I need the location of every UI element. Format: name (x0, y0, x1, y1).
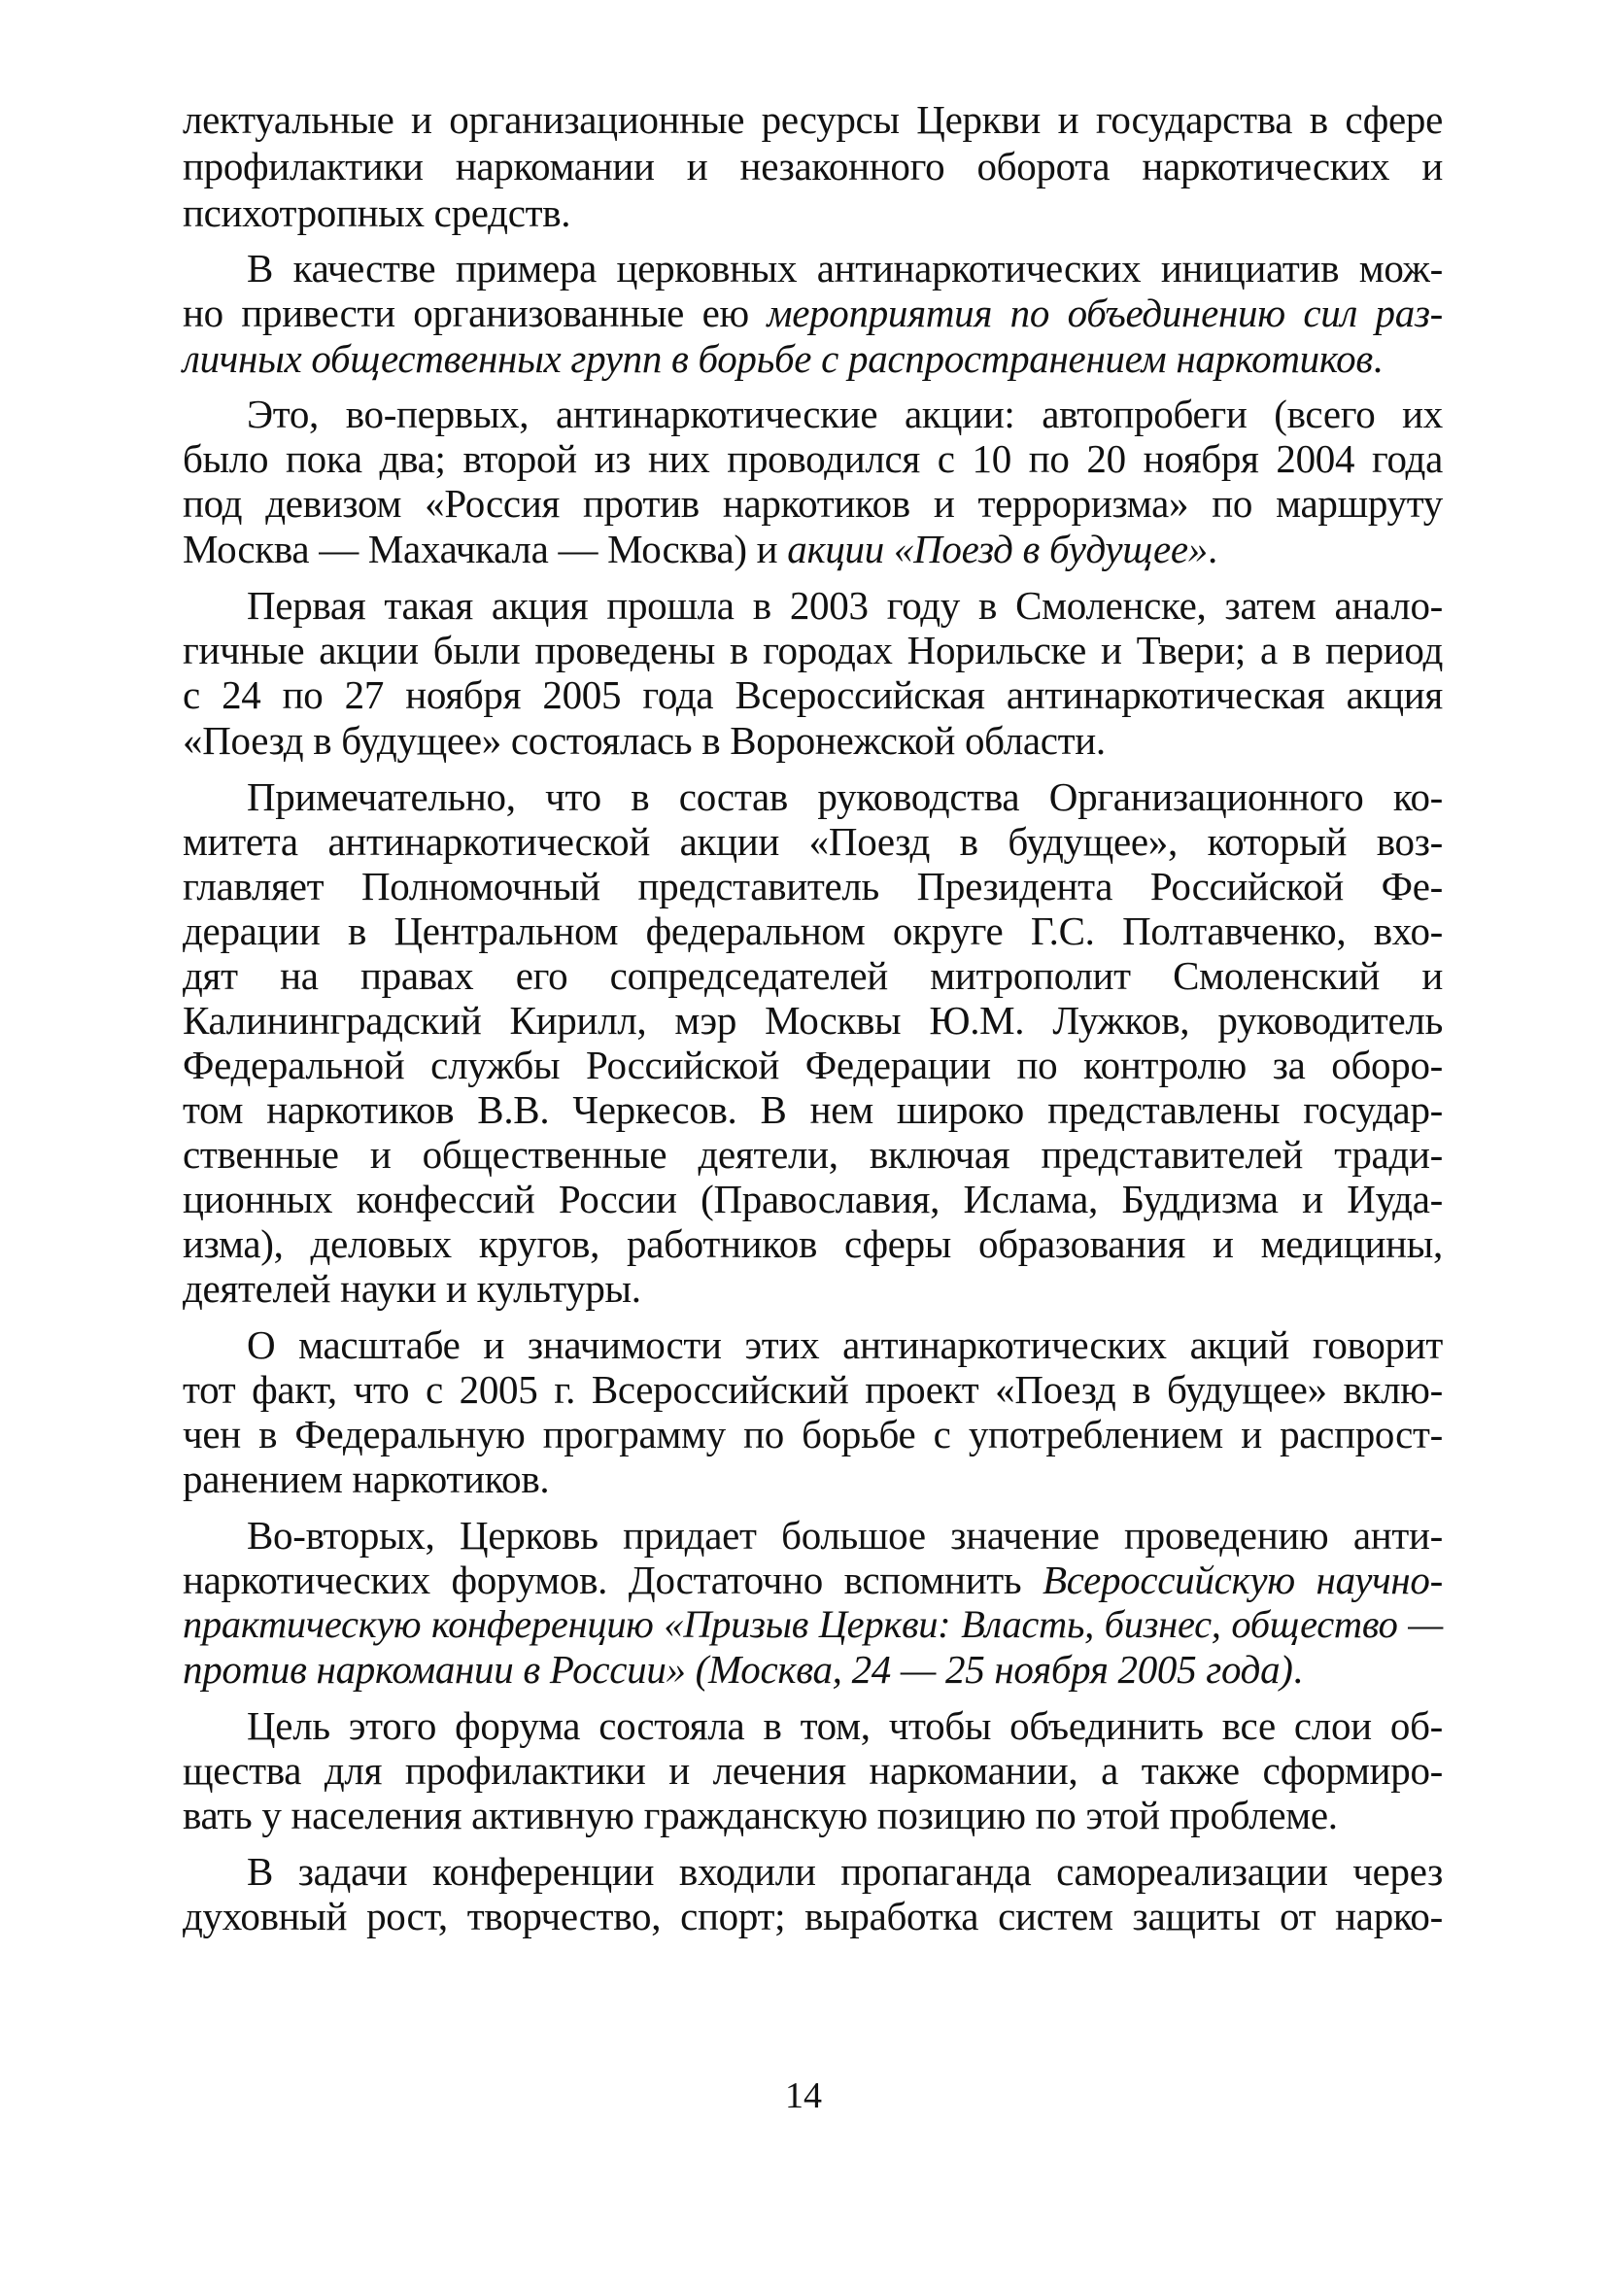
text-span: О масштабе и значимости этих антинаркотических акций говорит (247, 1322, 1443, 1367)
text-span: Федеральной службы Российской Федерации по контролю за оборо- (183, 1043, 1443, 1087)
text-span: было пока два; второй из них проводился с 10 по 20 ноября 2004 года (183, 436, 1443, 481)
text-span: с 24 по 27 ноября 2005 года Всероссийская антинаркотическая акция (183, 672, 1443, 717)
text-line (183, 188, 1443, 237)
text-line (183, 1600, 1443, 1649)
text-span: Калининградский Кирилл, мэр Москвы Ю.М. Лужков, руководитель (183, 998, 1443, 1043)
italic-text-span: личных общественных групп в борьбе с распространением наркотиков (183, 336, 1373, 381)
text-span: Первая такая акция прошла в 2003 году в Смоленске, затем анало- (247, 583, 1443, 628)
text-span: под девизом «Россия против наркотиков и терроризма» по маршруту (183, 481, 1443, 526)
text-line (183, 289, 1443, 337)
text-span: главляет Полномочный представитель Президента Российской Фе- (183, 864, 1443, 908)
text-line (183, 907, 1443, 955)
text-line (183, 1746, 1443, 1795)
text-span: гичные акции были проведены в городах Норильске и Твери; а в период (183, 628, 1443, 672)
text-line (183, 95, 1443, 144)
text-span: духовный рост, творчество, спорт; выработка систем защиты от нарко- (183, 1894, 1443, 1938)
text-line (183, 1365, 1443, 1414)
text-line (183, 1791, 1443, 1839)
text-line (183, 1892, 1443, 1940)
text-span: деятелей науки и культуры. (183, 1266, 641, 1311)
text-line (183, 1175, 1443, 1223)
text-span: митета антинаркотической акции «Поезд в будущее», который воз- (183, 819, 1443, 864)
text-span: . (1292, 1647, 1303, 1692)
text-line (183, 817, 1443, 866)
page-number: 14 (785, 2075, 822, 2116)
italic-text-span: мероприятия по объединению сил раз- (767, 291, 1443, 335)
text-span: Примечательно, что в состав руководства Организационного ко- (247, 774, 1443, 819)
text-span: В задачи конференции входили пропаганда самореализации через (247, 1849, 1443, 1894)
italic-text-span: против наркомании в России» (Москва, 24 — 25 ноября 2005 года) (183, 1647, 1293, 1692)
text-line (183, 142, 1443, 190)
text-span: ционных конфессий России (Православия, Ислама, Буддизма и Иуда- (183, 1177, 1443, 1221)
text-line (183, 1130, 1443, 1179)
text-span: вать у населения активную гражданскую позицию по этой проблеме. (183, 1793, 1338, 1837)
text-line (247, 244, 1443, 292)
italic-text-span: акции «Поезд в будущее» (787, 527, 1208, 571)
text-span: изма), деловых кругов, работников сферы образования и медицины, (183, 1221, 1443, 1266)
text-line (247, 581, 1443, 630)
text-line (183, 996, 1443, 1045)
text-line (183, 1455, 1443, 1503)
text-line (247, 390, 1443, 438)
text-line (183, 951, 1443, 1000)
text-line (183, 479, 1443, 528)
text-span: но привести организованные ею (183, 291, 768, 335)
text-line (183, 1410, 1443, 1458)
text-line (183, 525, 1443, 573)
text-line (183, 862, 1443, 910)
text-span: «Поезд в будущее» состоялась в Воронежской области. (183, 718, 1106, 763)
text-line (183, 1645, 1443, 1694)
text-line (247, 1320, 1443, 1369)
text-line (183, 1264, 1443, 1313)
text-line (183, 434, 1443, 483)
italic-text-span: Всероссийскую научно- (1042, 1558, 1443, 1602)
text-span: В качестве примера церковных антинаркотических инициатив мож- (247, 246, 1443, 291)
text-span: . (1208, 527, 1217, 571)
text-line (183, 334, 1443, 383)
text-span: Это, во-первых, антинаркотические акции: автопробеги (всего их (247, 392, 1443, 436)
text-line (183, 670, 1443, 719)
text-span: профилактики наркомании и незаконного оборота наркотических и (183, 144, 1443, 188)
text-line (183, 716, 1443, 765)
text-span: дерации в Центральном федеральном округе Г.С. Полтавченко, вхо- (183, 908, 1443, 953)
text-line (183, 1556, 1443, 1604)
text-span: тот факт, что с 2005 г. Всероссийский проект «Поезд в будущее» вклю- (183, 1367, 1443, 1412)
text-line (183, 1041, 1443, 1089)
text-span: том наркотиков В.В. Черкесов. В нем широко представлены государ- (183, 1087, 1443, 1132)
text-span: чен в Федеральную программу по борьбе с употреблением и распрост- (183, 1412, 1443, 1456)
text-span: ственные и общественные деятели, включая представителей тради- (183, 1132, 1443, 1177)
text-span: дят на правах его сопредседателей митрополит Смоленский и (183, 953, 1443, 998)
text-line (247, 772, 1443, 821)
text-span: ранением наркотиков. (183, 1456, 550, 1501)
text-line (183, 626, 1443, 674)
text-span: Цель этого форума состояла в том, чтобы объединить все слои об- (247, 1703, 1443, 1748)
text-span: . (1372, 336, 1383, 381)
text-span: Москва — Махачкала — Москва) и (183, 527, 788, 571)
text-span: Во-вторых, Церковь придает большое значение проведению анти- (247, 1513, 1443, 1558)
text-line (247, 1701, 1443, 1750)
text-line (183, 1219, 1443, 1268)
text-span: щества для профилактики и лечения наркомании, а также сформиро- (183, 1748, 1443, 1793)
text-span: наркотических форумов. Достаточно вспомнить (183, 1558, 1043, 1602)
text-line (247, 1847, 1443, 1896)
italic-text-span: практическую конференцию «Призыв Церкви: Власть, бизнес, общество — (183, 1602, 1443, 1646)
text-span: психотропных средств. (183, 190, 571, 235)
text-line (247, 1511, 1443, 1559)
text-span: лектуальные и организационные ресурсы Церкви и государства в сфере (183, 97, 1443, 142)
text-line (183, 1085, 1443, 1134)
